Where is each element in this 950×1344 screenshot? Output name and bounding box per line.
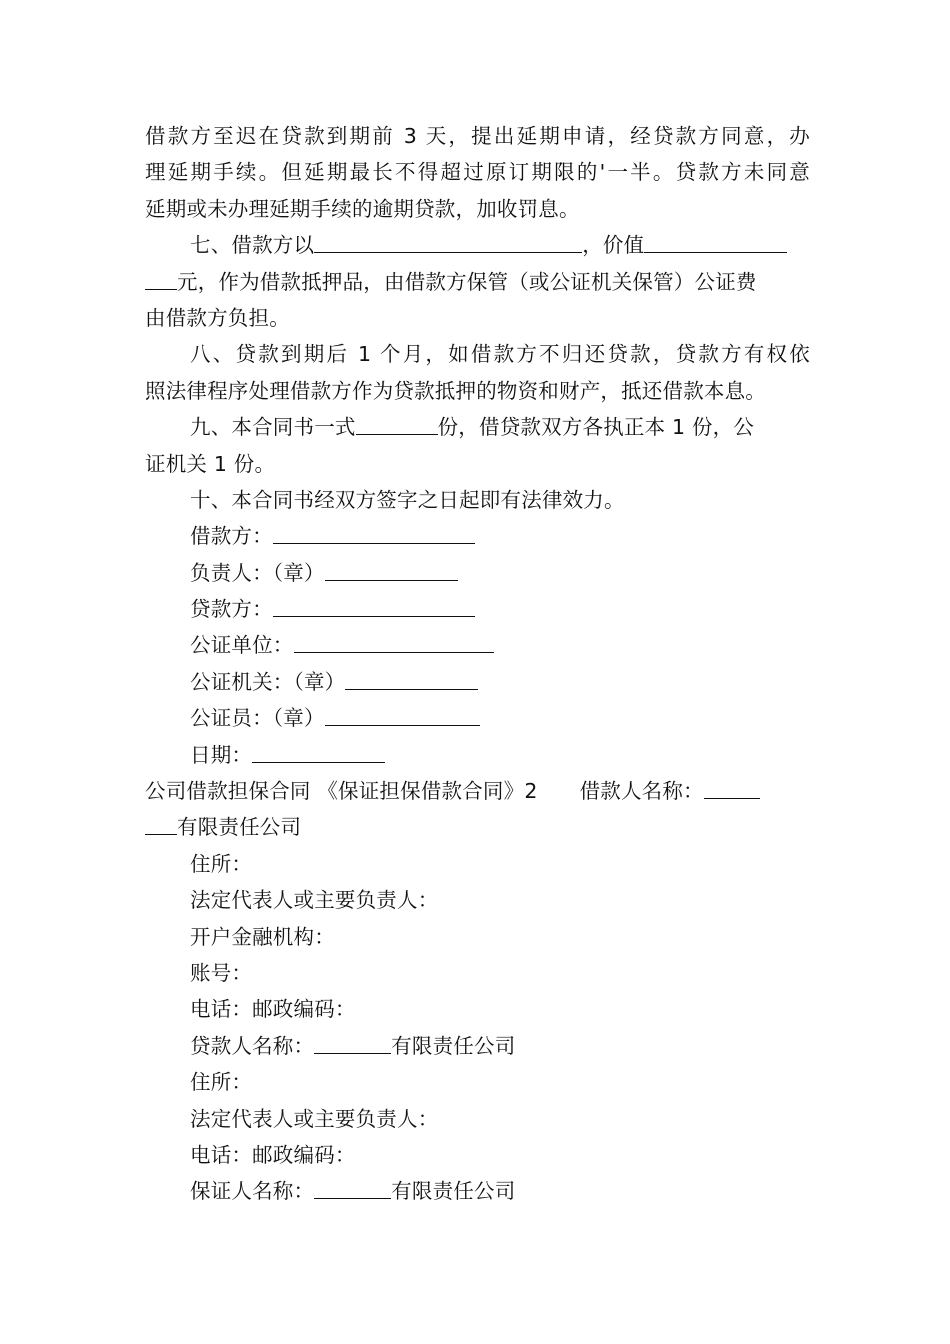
lender-name-label: 贷款人名称：: [190, 1033, 315, 1058]
contract-2-heading: [145, 773, 810, 809]
borrower-account: 账号：: [190, 960, 253, 985]
guarantor-company-suffix: 有限责任公司: [391, 1179, 516, 1204]
paragraph-6-line-2: 理延期手续。但延期最长不得超过原订期限的'一半。贷款方未同意: [145, 160, 810, 185]
clause-9-label: 九、本合同书一式: [190, 415, 356, 440]
paragraph-9-line-1: [145, 409, 810, 445]
sign-borrower: [145, 518, 810, 554]
paragraph-7-line-3: 由借款方负担。: [145, 305, 290, 330]
copies-blank[interactable]: [356, 414, 438, 435]
sign-date-label: 日期：: [190, 742, 253, 767]
paragraph-8-line-2: 照法律程序处理借款方作为贷款抵押的物资和财产，抵还借款本息。: [145, 378, 766, 403]
sign-date: [145, 737, 810, 773]
sign-notary-office-label: 公证机关：（章）: [190, 669, 346, 694]
notary-office-seal-blank[interactable]: [345, 669, 478, 690]
borrower-company-suffix: 有限责任公司: [177, 815, 302, 840]
notary-seal-blank[interactable]: [325, 705, 480, 726]
lender-legal-rep: 法定代表人或主要负责人：: [190, 1106, 439, 1131]
paragraph-7-line-1: [145, 227, 810, 263]
collateral-blank[interactable]: [314, 232, 582, 253]
sign-lender: [145, 591, 810, 627]
paragraph-6-line-3: 延期或未办理延期手续的逾期贷款，加收罚息。: [145, 196, 580, 221]
sign-lender-label: 贷款方：: [190, 597, 273, 622]
sign-notary-unit: [145, 627, 810, 663]
sign-borrower-label: 借款方：: [190, 524, 273, 549]
clause-7-text: 元，作为借款抵押品，由借款方保管（或公证机关保管）公证费: [177, 269, 757, 294]
value-blank[interactable]: [644, 232, 787, 253]
borrower-legal-rep: 法定代表人或主要负责人：: [190, 888, 439, 913]
borrower-address: 住所：: [190, 851, 253, 876]
lender-signature-blank[interactable]: [273, 596, 475, 617]
paragraph-8-line-1: 八、贷款到期后 1 个月，如借款方不归还贷款，贷款方有权依: [190, 342, 810, 367]
clause-7-label: 七、借款方以: [190, 233, 315, 258]
value-label: ，价值: [582, 233, 645, 258]
principal-seal-blank[interactable]: [325, 560, 458, 581]
clause-9-text: 份，借贷款双方各执正本 1 份，公: [437, 415, 755, 440]
lender-phone-postal: 电话：邮政编码：: [190, 1142, 356, 1167]
lender-name-blank[interactable]: [314, 1033, 391, 1054]
borrower-bank: 开户金融机构：: [190, 924, 335, 949]
guarantor-name-label: 保证人名称：: [190, 1179, 315, 1204]
paragraph-6-line-1: 借款方至迟在贷款到期前 3 天，提出延期申请，经贷款方同意，办: [145, 124, 810, 148]
paragraph-7-line-2: [145, 264, 810, 300]
sign-notary-office: [145, 664, 810, 700]
sign-principal: [145, 555, 810, 591]
borrower-name-label: 借款人名称：: [579, 779, 704, 804]
borrower-name-blank[interactable]: [704, 778, 760, 799]
borrower-signature-blank[interactable]: [273, 523, 475, 544]
borrower-phone-postal: 电话：邮政编码：: [190, 997, 356, 1022]
sign-notary-label: 公证员：（章）: [190, 706, 325, 731]
value-blank-continued[interactable]: [145, 269, 177, 290]
sign-principal-label: 负责人：（章）: [190, 560, 325, 585]
guarantor-name-blank[interactable]: [314, 1178, 391, 1199]
borrower-name-line-2: [145, 809, 810, 845]
sign-notary: [145, 700, 810, 736]
sign-notary-unit-label: 公证单位：: [190, 633, 294, 658]
paragraph-9-line-2: 证机关 1 份。: [145, 451, 276, 476]
lender-name: [145, 1028, 810, 1064]
lender-company-suffix: 有限责任公司: [391, 1033, 516, 1058]
borrower-name-blank-continued[interactable]: [145, 814, 177, 835]
guarantor-name: [145, 1173, 810, 1209]
date-blank[interactable]: [252, 742, 385, 763]
document-body: [145, 118, 810, 1210]
lender-address: 住所：: [190, 1070, 253, 1095]
contract-2-title: 公司借款担保合同 《保证担保借款合同》2: [145, 779, 538, 804]
paragraph-10: 十、本合同书经双方签字之日起即有法律效力。: [190, 487, 625, 512]
notary-unit-blank[interactable]: [294, 632, 494, 653]
